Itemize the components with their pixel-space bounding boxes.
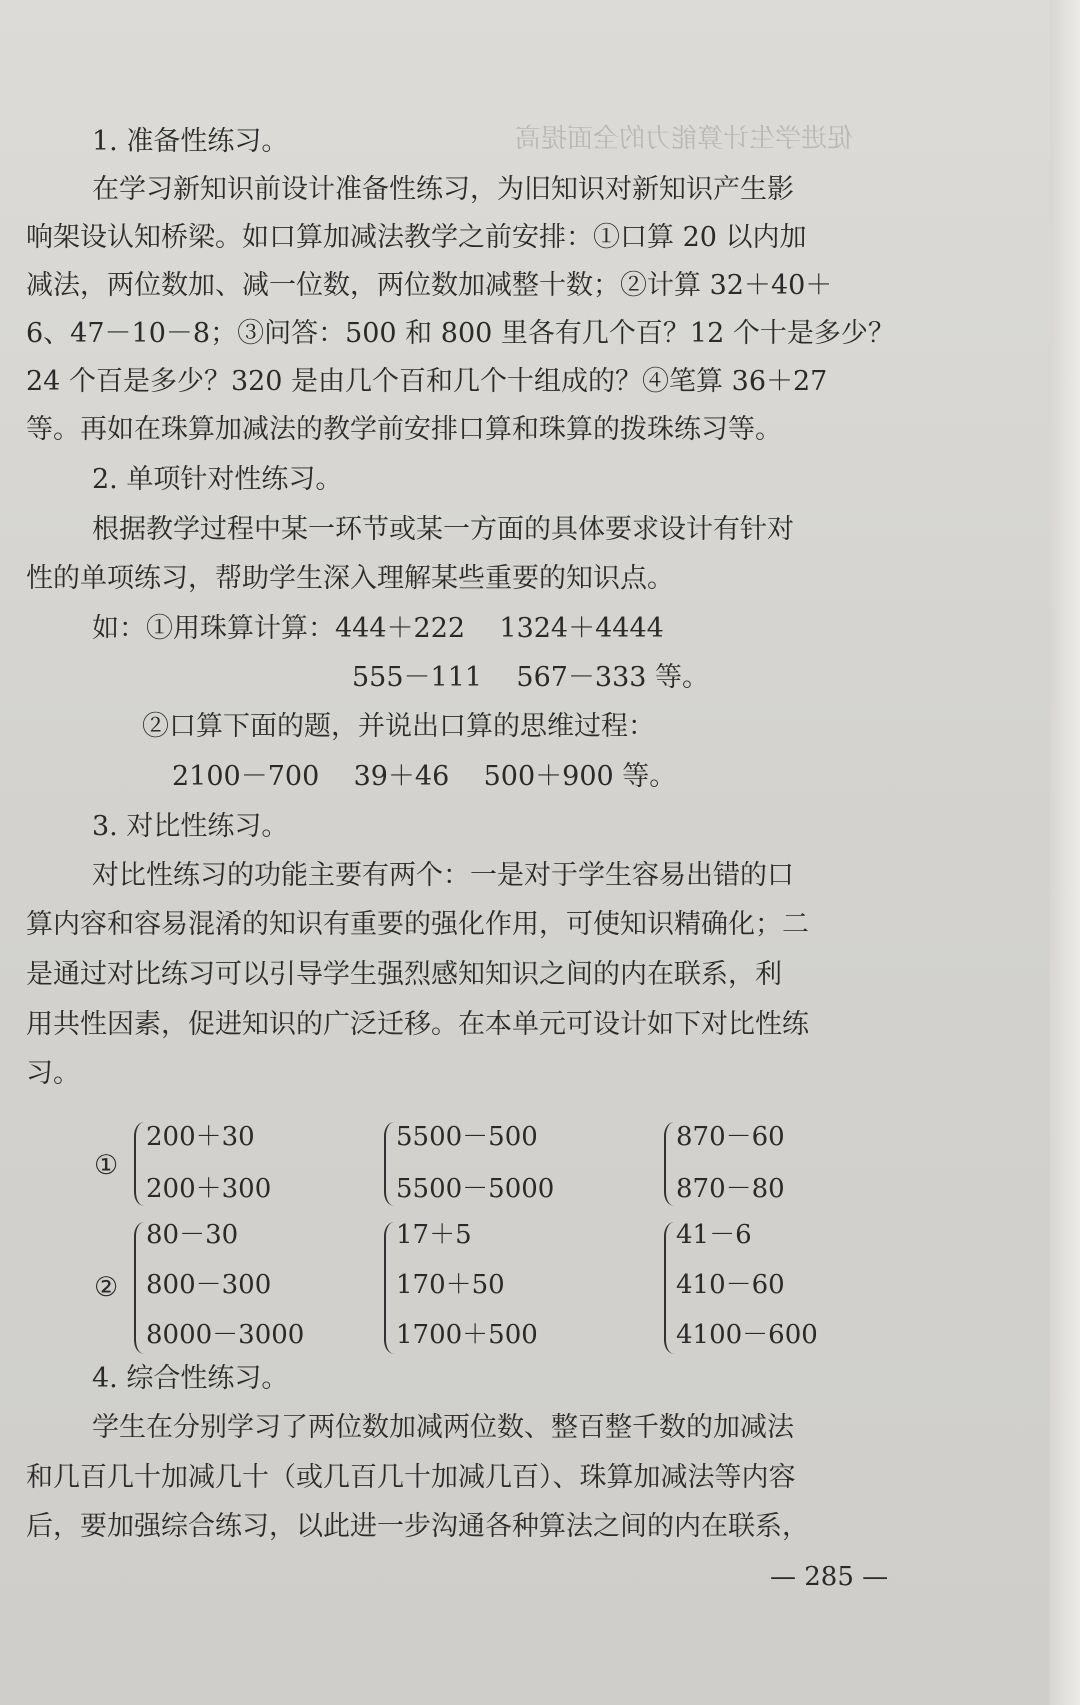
paragraph-line: 和几百几十加减几十（或几百几十加减几百）、珠算加减法等内容 bbox=[26, 1462, 796, 1493]
paragraph-line: 对比性练习的功能主要有两个：一是对于学生容易出错的口 bbox=[92, 860, 794, 891]
expression: 800－300 bbox=[146, 1270, 272, 1300]
brace bbox=[664, 1122, 676, 1206]
paragraph-line: 响架设认知桥梁。如口算加减法教学之前安排：①口算 20 以内加 bbox=[26, 222, 807, 253]
expression: 1700＋500 bbox=[396, 1320, 538, 1350]
paragraph-line: 6、47－10－8；③问答：500 和 800 里各有几个百？12 个十是多少？ bbox=[26, 318, 895, 349]
paragraph-line: 性的单项练习，帮助学生深入理解某些重要的知识点。 bbox=[26, 563, 674, 594]
bleed-through-text: 促进学生计算能力的全面提高 bbox=[515, 124, 854, 154]
expression: 170＋50 bbox=[396, 1270, 505, 1300]
expression: 870－80 bbox=[676, 1174, 785, 1204]
section-1-heading: 1. 准备性练习。 bbox=[92, 126, 289, 157]
paragraph-line: 24 个百是多少？320 是由几个百和几个十组成的？④笔算 36＋27 bbox=[26, 366, 828, 397]
section-4-heading: 4. 综合性练习。 bbox=[92, 1363, 289, 1394]
brace bbox=[664, 1222, 676, 1354]
paragraph-line: 后，要加强综合练习，以此进一步沟通各种算法之间的内在联系， bbox=[26, 1511, 809, 1542]
paragraph-line: 学生在分别学习了两位数加减两位数、整百整千数的加减法 bbox=[92, 1412, 794, 1443]
section-2-heading: 2. 单项针对性练习。 bbox=[92, 464, 343, 495]
paragraph-line: 是通过对比练习可以引导学生强烈感知知识之间的内在联系，利 bbox=[26, 959, 782, 990]
example-line: 2100－700 39＋46 500＋900 等。 bbox=[172, 761, 677, 792]
example-line: 如：①用珠算计算：444＋222 1324＋4444 bbox=[92, 613, 664, 644]
brace bbox=[384, 1122, 396, 1206]
paragraph-line: 习。 bbox=[26, 1058, 80, 1089]
expression: 17＋5 bbox=[396, 1220, 472, 1250]
paragraph-line: 根据教学过程中某一环节或某一方面的具体要求设计有针对 bbox=[92, 514, 794, 545]
section-3-heading: 3. 对比性练习。 bbox=[92, 811, 289, 842]
expression: 200＋300 bbox=[146, 1174, 272, 1204]
group-1-label: ① bbox=[94, 1150, 119, 1181]
example-line: ②口算下面的题，并说出口算的思维过程： bbox=[142, 711, 655, 742]
brace bbox=[384, 1222, 396, 1354]
expression: 410－60 bbox=[676, 1270, 785, 1300]
paragraph-line: 在学习新知识前设计准备性练习，为旧知识对新知识产生影 bbox=[92, 174, 794, 205]
expression: 870－60 bbox=[676, 1122, 785, 1152]
expression: 8000－3000 bbox=[146, 1320, 305, 1350]
expression: 4100－600 bbox=[676, 1320, 818, 1350]
page-fold bbox=[1050, 0, 1080, 1705]
expression: 41－6 bbox=[676, 1220, 752, 1250]
paragraph-line: 等。再如在珠算加减法的教学前安排口算和珠算的拨珠练习等。 bbox=[26, 414, 782, 445]
page-number: — 285 — bbox=[770, 1562, 889, 1592]
paragraph-line: 减法，两位数加、减一位数，两位数加减整十数；②计算 32＋40＋ bbox=[26, 270, 833, 301]
paragraph-line: 用共性因素，促进知识的广泛迁移。在本单元可设计如下对比性练 bbox=[26, 1009, 809, 1040]
expression: 200＋30 bbox=[146, 1122, 255, 1152]
example-line: 555－111 567－333 等。 bbox=[352, 662, 710, 693]
expression: 80－30 bbox=[146, 1220, 239, 1250]
paragraph-line: 算内容和容易混淆的知识有重要的强化作用，可使知识精确化；二 bbox=[26, 909, 809, 940]
brace bbox=[134, 1222, 146, 1354]
brace bbox=[134, 1122, 146, 1206]
expression: 5500－500 bbox=[396, 1122, 538, 1152]
group-2-label: ② bbox=[94, 1272, 119, 1303]
expression: 5500－5000 bbox=[396, 1174, 555, 1204]
